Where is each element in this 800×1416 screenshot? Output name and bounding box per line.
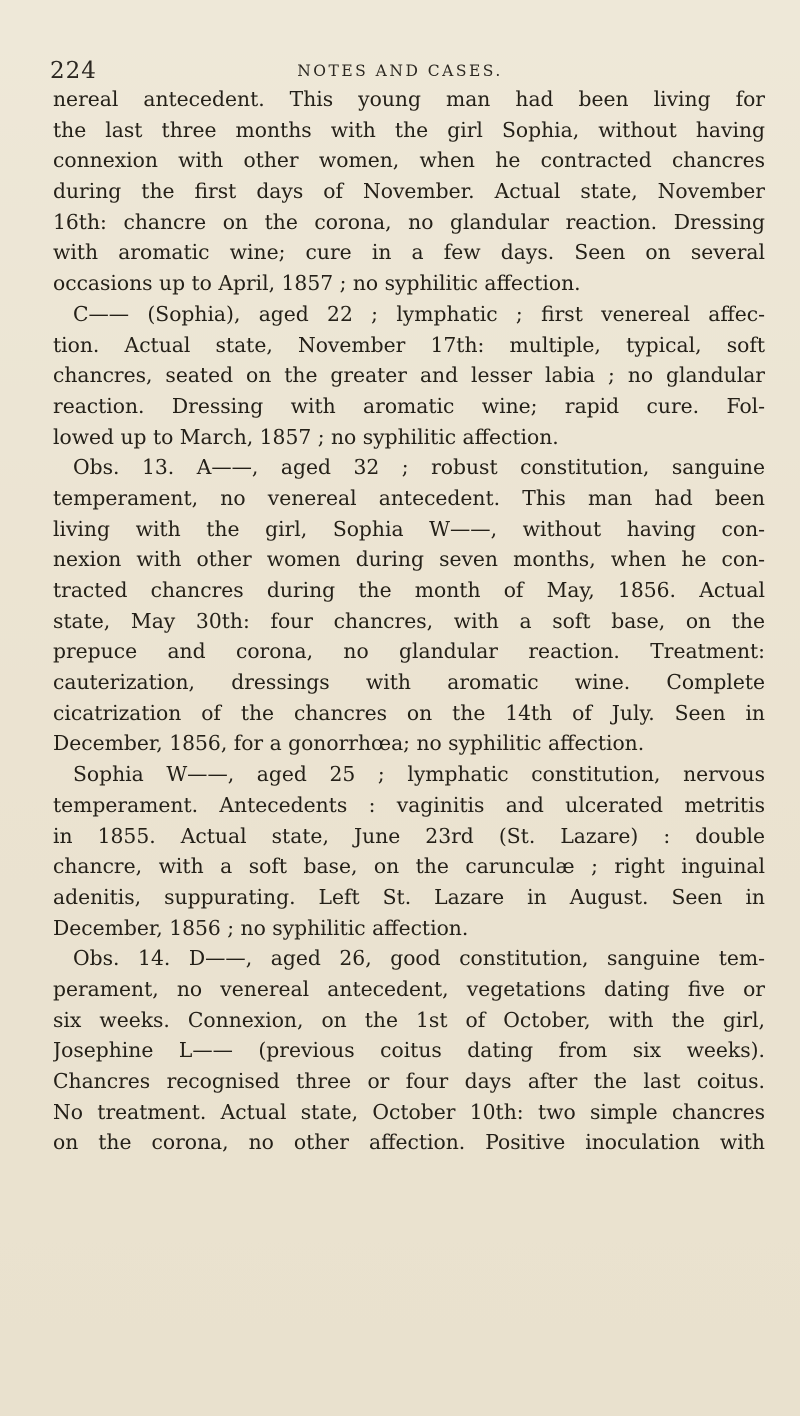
text-line: December, 1856 ; no syphilitic affection. <box>53 915 469 940</box>
text-line: chancres, seated on the greater and lesser labia ; no glandular <box>53 363 765 388</box>
text-line: with aromatic wine; cure in a few days. Seen on several <box>53 240 765 265</box>
text-line: nexion with other women during seven months, when he con- <box>53 547 765 572</box>
text-line: occasions up to April, 1857 ; no syphilitic affection. <box>53 271 581 296</box>
text-line: Sophia W——, aged 25 ; lymphatic constitution, nervous <box>73 762 765 787</box>
running-head: NOTES AND CASES. <box>297 62 503 80</box>
text-line: tion. Actual state, November 17th: multiple, typical, soft <box>53 332 765 357</box>
text-line: C—— (Sophia), aged 22 ; lymphatic ; first venereal affec- <box>73 301 765 326</box>
text-line: cauterization, dressings with aromatic wine. Complete <box>53 670 765 695</box>
text-line: in 1855. Actual state, June 23rd (St. Lazare) : double <box>53 823 765 848</box>
text-line: reaction. Dressing with aromatic wine; rapid cure. Fol- <box>53 393 765 418</box>
body-text <box>53 84 765 1158</box>
page-number: 224 <box>50 58 97 84</box>
text-line: connexion with other women, when he contracted chancres <box>53 148 765 173</box>
text-line: during the first days of November. Actual state, November <box>53 179 765 204</box>
text-line: Obs. 14. D——, aged 26, good constitution, sanguine tem- <box>73 946 765 971</box>
text-line: Obs. 13. A——, aged 32 ; robust constitution, sanguine <box>73 455 765 480</box>
text-line: cicatrization of the chancres on the 14th of July. Seen in <box>53 700 765 725</box>
text-line: living with the girl, Sophia W——, without having con- <box>53 516 765 541</box>
text-line: temperament. Antecedents : vaginitis and ulcerated metritis <box>53 792 765 817</box>
text-line: chancre, with a soft base, on the carunculæ ; right inguinal <box>53 854 765 879</box>
text-line: Chancres recognised three or four days after the last coitus. <box>53 1069 765 1093</box>
text-line: 16th: chancre on the corona, no glandular reaction. Dressing <box>53 209 765 234</box>
text-line: adenitis, suppurating. Left St. Lazare in August. Seen in <box>53 884 765 909</box>
text-line: nereal antecedent. This young man had been living for <box>53 87 765 111</box>
text-line: the last three months with the girl Sophia, without having <box>53 117 765 142</box>
text-line: December, 1856, for a gonorrhœa; no syphilitic affection. <box>53 731 645 756</box>
text-line: prepuce and corona, no glandular reaction. Treatment: <box>53 639 765 664</box>
text-line: temperament, no venereal antecedent. This man had been <box>53 485 765 510</box>
text-line: on the corona, no other affection. Positive inoculation with <box>53 1130 765 1155</box>
text-line: No treatment. Actual state, October 10th: two simple chancres <box>53 1099 765 1124</box>
text-line: tracted chancres during the month of May, 1856. Actual <box>53 578 765 602</box>
text-line: state, May 30th: four chancres, with a soft base, on the <box>53 608 765 633</box>
text-line: six weeks. Connexion, on the 1st of October, with the girl, <box>53 1007 765 1032</box>
text-line: perament, no venereal antecedent, vegetations dating five or <box>53 976 765 1001</box>
text-line: lowed up to March, 1857 ; no syphilitic affection. <box>53 424 559 449</box>
text-line: Josephine L—— (previous coitus dating from six weeks). <box>53 1038 765 1063</box>
